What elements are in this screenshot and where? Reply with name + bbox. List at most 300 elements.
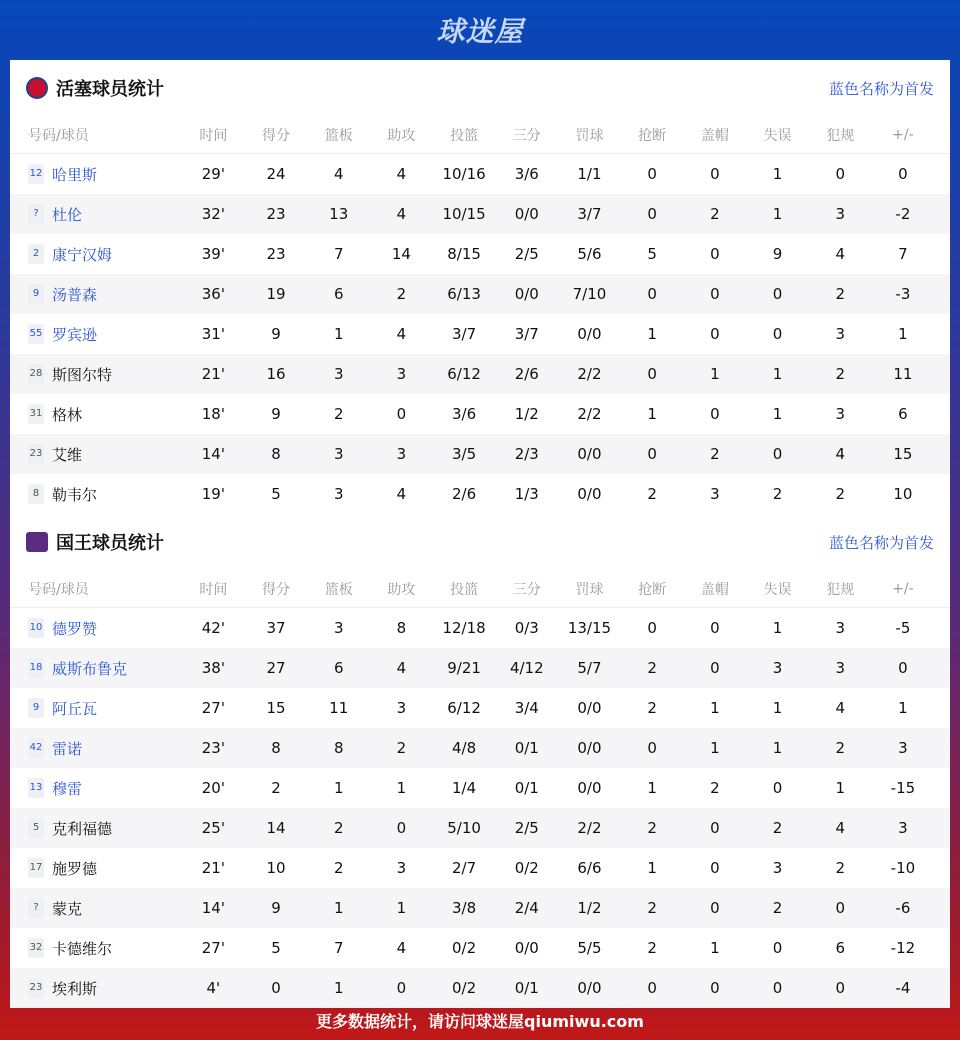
- column-header[interactable]: +/-: [892, 126, 914, 143]
- stat-cell: 0/2: [514, 859, 539, 877]
- player-name[interactable]: 阿丘瓦: [52, 699, 98, 718]
- jersey-number: ?: [28, 204, 44, 224]
- stat-cell: 0: [772, 939, 783, 957]
- player-cell: [10, 778, 182, 799]
- stat-cell: 3: [333, 619, 344, 637]
- stat-cell: 5: [647, 245, 657, 263]
- stat-cell: 24: [266, 165, 286, 183]
- player-name[interactable]: 斯图尔特: [52, 365, 113, 384]
- stat-cell: 25': [201, 819, 225, 837]
- player-cell: [10, 324, 182, 345]
- column-header[interactable]: 盖帽: [700, 581, 729, 598]
- stat-cell: 1: [772, 165, 783, 183]
- player-row[interactable]: [10, 354, 950, 394]
- stat-cell: 2/3: [514, 445, 539, 463]
- stat-cell: 2: [333, 405, 344, 423]
- player-name[interactable]: 德罗赞: [52, 619, 98, 638]
- stat-cell: 1: [772, 405, 783, 423]
- stat-cell: 6: [835, 939, 845, 957]
- stat-cell: 2/6: [514, 365, 539, 383]
- stat-cell: 1: [710, 365, 720, 383]
- stat-cell: 3: [396, 859, 407, 877]
- player-name[interactable]: 罗宾逊: [52, 325, 98, 344]
- stat-cell: 12/18: [442, 619, 486, 637]
- stat-cell: 9: [271, 325, 281, 343]
- jersey-number: 12: [28, 164, 44, 184]
- stat-cell: 39': [201, 245, 225, 263]
- column-header-row: [10, 570, 950, 608]
- team-title: 活塞球员统计: [56, 79, 164, 100]
- stat-cell: 0: [898, 165, 908, 183]
- stat-cell: 23: [266, 245, 286, 263]
- stat-cell: 2/2: [577, 405, 602, 423]
- player-row[interactable]: [10, 394, 950, 434]
- stat-cell: 2: [396, 285, 407, 303]
- player-name[interactable]: 卡德维尔: [52, 939, 113, 958]
- stat-cell: 1: [772, 619, 783, 637]
- stat-cell: 7/10: [572, 285, 607, 303]
- stat-cell: 9: [772, 245, 783, 263]
- stat-cell: 4: [396, 939, 407, 957]
- column-header[interactable]: 三分: [512, 127, 541, 144]
- player-cell: [10, 818, 182, 839]
- stat-cell: 8: [396, 619, 407, 637]
- stat-cell: 1: [333, 899, 344, 917]
- stat-cell: 8: [333, 739, 344, 757]
- stat-cell: 42': [201, 619, 225, 637]
- stat-cell: 0: [647, 739, 657, 757]
- jersey-number: 17: [28, 858, 44, 878]
- stat-cell: 8: [271, 445, 281, 463]
- stat-cell: 2: [647, 899, 657, 917]
- column-header[interactable]: 时间: [199, 127, 228, 144]
- column-header[interactable]: 抢断: [638, 581, 667, 598]
- stat-cell: 0: [396, 979, 407, 997]
- stat-cell: 0: [835, 979, 845, 997]
- player-cell: [10, 204, 182, 225]
- jersey-number: 5: [28, 818, 44, 838]
- stat-cell: 3: [835, 659, 845, 677]
- column-header[interactable]: 抢断: [638, 127, 667, 144]
- stat-cell: 6/12: [447, 365, 481, 383]
- stat-cell: 0: [647, 445, 657, 463]
- stat-cell: 1: [710, 699, 720, 717]
- stat-cell: 1: [647, 859, 657, 877]
- stat-cell: 0: [710, 979, 720, 997]
- jersey-number: 13: [28, 778, 44, 798]
- stat-cell: 5/7: [577, 659, 602, 677]
- stat-cell: 0/1: [514, 739, 539, 757]
- player-name[interactable]: 雷诺: [52, 739, 83, 758]
- column-header[interactable]: 得分: [262, 581, 291, 598]
- stat-cell: 31': [201, 325, 225, 343]
- player-name[interactable]: 穆雷: [52, 779, 83, 798]
- stat-cell: 9: [271, 405, 281, 423]
- jersey-number: 55: [28, 324, 44, 344]
- stat-cell: -12: [890, 939, 916, 957]
- stat-cell: 3/4: [514, 699, 539, 717]
- jersey-number: 31: [28, 404, 44, 424]
- jersey-number: 32: [28, 938, 44, 958]
- stat-cell: 27': [201, 939, 225, 957]
- stat-cell: 1: [772, 699, 783, 717]
- jersey-number: 8: [28, 484, 44, 504]
- stat-cell: 2: [710, 445, 720, 463]
- column-header[interactable]: 犯规: [826, 581, 855, 598]
- stat-cell: 11: [893, 365, 913, 383]
- column-header[interactable]: 投篮: [450, 581, 479, 598]
- player-row[interactable]: [10, 648, 950, 688]
- player-name[interactable]: 康宁汉姆: [52, 245, 113, 264]
- stat-cell: 3: [333, 365, 344, 383]
- stat-cell: 6: [898, 405, 908, 423]
- stat-cell: 0: [710, 819, 720, 837]
- stat-cell: 10/16: [442, 165, 486, 183]
- stat-cell: 0: [647, 285, 657, 303]
- stat-cell: 1: [647, 325, 657, 343]
- stat-cell: 4: [396, 485, 407, 503]
- stat-cell: 15: [266, 699, 286, 717]
- team-section: [10, 60, 950, 514]
- player-name[interactable]: 克利福德: [52, 819, 113, 838]
- player-cell: [10, 164, 182, 185]
- stat-cell: 6/6: [577, 859, 602, 877]
- stat-cell: 1: [898, 699, 908, 717]
- stat-cell: 9/21: [447, 659, 481, 677]
- player-row[interactable]: [10, 688, 950, 728]
- stat-cell: 14: [391, 245, 411, 263]
- stat-cell: 6/13: [447, 285, 481, 303]
- stat-cell: 5: [271, 485, 281, 503]
- stat-cell: 4: [396, 165, 407, 183]
- column-header[interactable]: 失误: [763, 581, 792, 598]
- stat-cell: 27: [266, 659, 286, 677]
- stat-cell: 7: [333, 939, 344, 957]
- stat-cell: 19: [266, 285, 286, 303]
- column-header[interactable]: 盖帽: [700, 127, 729, 144]
- column-header[interactable]: 篮板: [324, 127, 353, 144]
- stat-cell: 0: [772, 445, 783, 463]
- stat-cell: 1: [333, 779, 344, 797]
- stat-cell: 1: [647, 405, 657, 423]
- stat-cell: 4: [396, 325, 407, 343]
- stat-cell: 1/4: [452, 779, 477, 797]
- stat-cell: 5: [271, 939, 281, 957]
- stat-cell: 3/8: [452, 899, 477, 917]
- column-header[interactable]: 投篮: [450, 127, 479, 144]
- stat-cell: 4/8: [452, 739, 477, 757]
- stat-cell: 2: [710, 205, 720, 223]
- stat-cell: 23': [201, 739, 225, 757]
- stat-cell: 38': [201, 659, 225, 677]
- stat-cell: 14': [201, 445, 225, 463]
- stat-cell: 3: [835, 619, 845, 637]
- stat-cell: 0/0: [577, 699, 602, 717]
- stat-cell: 9: [271, 899, 281, 917]
- stat-cell: 6/12: [447, 699, 481, 717]
- column-header[interactable]: 号码/球员: [28, 581, 89, 598]
- stat-cell: 3: [333, 445, 344, 463]
- stat-cell: 1: [647, 779, 657, 797]
- player-row[interactable]: [10, 194, 950, 234]
- stat-cell: 0/0: [514, 285, 539, 303]
- stat-cell: 18': [201, 405, 225, 423]
- stat-cell: 0: [772, 779, 783, 797]
- brand-logo: 球迷屋: [436, 15, 524, 48]
- stat-cell: 5/6: [577, 245, 602, 263]
- stat-cell: 0/2: [452, 939, 477, 957]
- stat-cell: 0/1: [514, 779, 539, 797]
- column-header[interactable]: 失误: [763, 127, 792, 144]
- stat-cell: 0: [647, 619, 657, 637]
- section-header: [10, 60, 950, 116]
- stat-cell: 4': [206, 979, 221, 997]
- stat-cell: 14': [201, 899, 225, 917]
- player-row[interactable]: [10, 274, 950, 314]
- player-row[interactable]: [10, 608, 950, 648]
- stat-cell: 23: [266, 205, 286, 223]
- stat-cell: 10: [893, 485, 913, 503]
- starter-note: 蓝色名称为首发: [828, 533, 934, 552]
- stat-cell: 3/7: [577, 205, 602, 223]
- stat-cell: 0: [710, 325, 720, 343]
- stat-cell: 1: [333, 325, 344, 343]
- stat-cell: 1: [710, 939, 720, 957]
- player-row[interactable]: [10, 434, 950, 474]
- column-header[interactable]: 时间: [199, 581, 228, 598]
- stat-cell: 3: [396, 365, 407, 383]
- stat-cell: 2: [710, 779, 720, 797]
- jersey-number: 2: [28, 244, 44, 264]
- stat-cell: 0: [710, 899, 720, 917]
- stat-cell: 2: [835, 485, 845, 503]
- stat-cell: 2: [333, 859, 344, 877]
- stat-cell: 0: [647, 165, 657, 183]
- player-name[interactable]: 勒韦尔: [52, 485, 98, 504]
- stat-cell: 0/1: [514, 979, 539, 997]
- stat-cell: 1: [898, 325, 908, 343]
- stat-cell: 3: [333, 485, 344, 503]
- player-name[interactable]: 埃利斯: [52, 979, 98, 998]
- column-header[interactable]: 三分: [512, 581, 541, 598]
- stat-cell: -15: [890, 779, 916, 797]
- player-cell: [10, 938, 182, 959]
- stat-cell: 2: [647, 659, 657, 677]
- footer-banner[interactable]: 更多数据统计，请访问球迷屋qiumiwu.com: [316, 1011, 644, 1031]
- team-section: [10, 514, 950, 1008]
- player-name[interactable]: 蒙克: [52, 899, 83, 918]
- stat-cell: 0: [772, 285, 783, 303]
- player-name[interactable]: 艾维: [52, 445, 83, 464]
- stat-cell: 3: [835, 325, 845, 343]
- stat-cell: 4: [396, 659, 407, 677]
- stat-cell: 2: [396, 739, 407, 757]
- stat-cell: 29': [201, 165, 225, 183]
- stat-cell: 7: [898, 245, 908, 263]
- stat-cell: 2/5: [514, 245, 539, 263]
- stat-cell: 13/15: [567, 619, 612, 637]
- stat-cell: 4: [835, 699, 845, 717]
- stat-cell: 2: [333, 819, 344, 837]
- stat-cell: 0/0: [577, 325, 602, 343]
- jersey-number: 18: [28, 658, 44, 678]
- stat-cell: 8/15: [447, 245, 481, 263]
- stat-cell: 2/4: [514, 899, 539, 917]
- stat-cell: 32': [201, 205, 225, 223]
- player-row[interactable]: [10, 888, 950, 928]
- stat-cell: 0: [772, 979, 783, 997]
- column-header[interactable]: 罚球: [575, 127, 604, 144]
- stat-cell: 1: [772, 739, 783, 757]
- column-header[interactable]: 罚球: [575, 581, 604, 598]
- stat-cell: 19': [201, 485, 225, 503]
- stat-cell: 1: [710, 739, 720, 757]
- stat-cell: -6: [895, 899, 911, 917]
- stat-cell: -3: [895, 285, 911, 303]
- stat-cell: 0/0: [514, 939, 539, 957]
- jersey-number: 28: [28, 364, 44, 384]
- stat-cell: -4: [895, 979, 911, 997]
- stat-cell: 21': [201, 859, 225, 877]
- stat-cell: 1/1: [577, 165, 602, 183]
- stat-cell: 2/5: [514, 819, 539, 837]
- player-row[interactable]: [10, 848, 950, 888]
- player-cell: [10, 618, 182, 639]
- stat-cell: 2: [835, 739, 845, 757]
- player-name[interactable]: 杜伦: [52, 205, 83, 224]
- player-name[interactable]: 格林: [52, 405, 83, 424]
- stat-cell: 3/6: [452, 405, 477, 423]
- stat-cell: 0/0: [577, 739, 602, 757]
- stat-cell: 0: [772, 325, 783, 343]
- stat-cell: 2/7: [452, 859, 477, 877]
- stat-cell: 3: [710, 485, 720, 503]
- stat-cell: 0: [396, 819, 407, 837]
- player-name[interactable]: 汤普森: [52, 285, 98, 304]
- stat-cell: 1/3: [514, 485, 539, 503]
- stat-cell: 2: [647, 819, 657, 837]
- column-header[interactable]: 篮板: [324, 581, 353, 598]
- stat-cell: 0: [835, 165, 845, 183]
- stat-cell: 2: [835, 285, 845, 303]
- stat-cell: 1/2: [514, 405, 539, 423]
- player-cell: [10, 898, 182, 919]
- stat-cell: 8: [271, 739, 281, 757]
- stat-cell: 36': [201, 285, 225, 303]
- column-header[interactable]: 犯规: [826, 127, 855, 144]
- jersey-number: ?: [28, 898, 44, 918]
- player-row[interactable]: [10, 314, 950, 354]
- player-cell: [10, 484, 182, 505]
- player-row[interactable]: [10, 728, 950, 768]
- stat-cell: 0: [710, 245, 720, 263]
- player-cell: [10, 658, 182, 679]
- stat-cell: 15: [893, 445, 913, 463]
- stat-cell: 0: [835, 899, 845, 917]
- player-row[interactable]: [10, 474, 950, 514]
- stat-cell: -10: [890, 859, 916, 877]
- team-title: 国王球员统计: [56, 533, 164, 554]
- column-header[interactable]: 得分: [262, 127, 291, 144]
- stat-cell: 3/7: [514, 325, 539, 343]
- stat-cell: 3: [396, 699, 407, 717]
- player-row[interactable]: [10, 768, 950, 808]
- stat-cell: 2: [772, 819, 783, 837]
- player-cell: [10, 698, 182, 719]
- stat-cell: 0: [271, 979, 281, 997]
- stat-cell: 0: [710, 285, 720, 303]
- stat-cell: 1: [333, 979, 344, 997]
- player-name[interactable]: 哈里斯: [52, 165, 98, 184]
- player-cell: [10, 444, 182, 465]
- player-row[interactable]: [10, 234, 950, 274]
- column-header[interactable]: 助攻: [387, 581, 416, 598]
- player-name[interactable]: 施罗德: [52, 859, 98, 878]
- stat-cell: 3: [396, 445, 407, 463]
- stat-cell: 10/15: [442, 205, 486, 223]
- jersey-number: 23: [28, 978, 44, 998]
- stat-cell: 2: [772, 485, 783, 503]
- player-row[interactable]: [10, 154, 950, 194]
- player-row[interactable]: [10, 808, 950, 848]
- column-header-row: [10, 116, 950, 154]
- pistons-logo-icon: [26, 77, 48, 99]
- stat-cell: 3: [772, 859, 783, 877]
- stat-cell: 3/5: [452, 445, 477, 463]
- column-header[interactable]: 号码/球员: [28, 127, 89, 144]
- section-title: [26, 75, 164, 101]
- jersey-number: 42: [28, 738, 44, 758]
- stat-cell: 3/7: [452, 325, 477, 343]
- stat-cell: 21': [201, 365, 225, 383]
- column-header[interactable]: 助攻: [387, 127, 416, 144]
- stat-cell: 0/2: [452, 979, 477, 997]
- stat-cell: 6: [333, 285, 344, 303]
- stat-cell: 0: [396, 405, 407, 423]
- stat-cell: 7: [333, 245, 344, 263]
- stat-cell: 1: [772, 205, 783, 223]
- stat-cell: 0: [710, 165, 720, 183]
- stat-cell: 0: [647, 365, 657, 383]
- player-cell: [10, 858, 182, 879]
- player-name[interactable]: 威斯布鲁克: [52, 659, 128, 678]
- jersey-number: 9: [28, 284, 44, 304]
- stat-cell: 0: [710, 859, 720, 877]
- stat-cell: 4/12: [509, 659, 544, 677]
- player-row[interactable]: [10, 928, 950, 968]
- stat-cell: 2: [647, 699, 657, 717]
- stat-cell: 1: [396, 779, 407, 797]
- stat-cell: 3: [772, 659, 783, 677]
- stat-cell: 37: [266, 619, 286, 637]
- stat-cell: 1: [835, 779, 845, 797]
- stat-cell: 0: [710, 619, 720, 637]
- stat-cell: 0/0: [577, 779, 602, 797]
- stat-cell: 1: [772, 365, 783, 383]
- header-bar: [0, 0, 960, 60]
- column-header[interactable]: +/-: [892, 580, 914, 597]
- player-cell: [10, 364, 182, 385]
- stat-cell: 2: [271, 779, 281, 797]
- stat-cell: 1/2: [577, 899, 602, 917]
- stat-cell: 14: [266, 819, 286, 837]
- stat-cell: 4: [835, 245, 845, 263]
- stat-cell: 3: [835, 405, 845, 423]
- stat-cell: 20': [201, 779, 225, 797]
- stat-cell: 0: [710, 659, 720, 677]
- stat-cell: 2/2: [577, 819, 602, 837]
- section-header: [10, 514, 950, 570]
